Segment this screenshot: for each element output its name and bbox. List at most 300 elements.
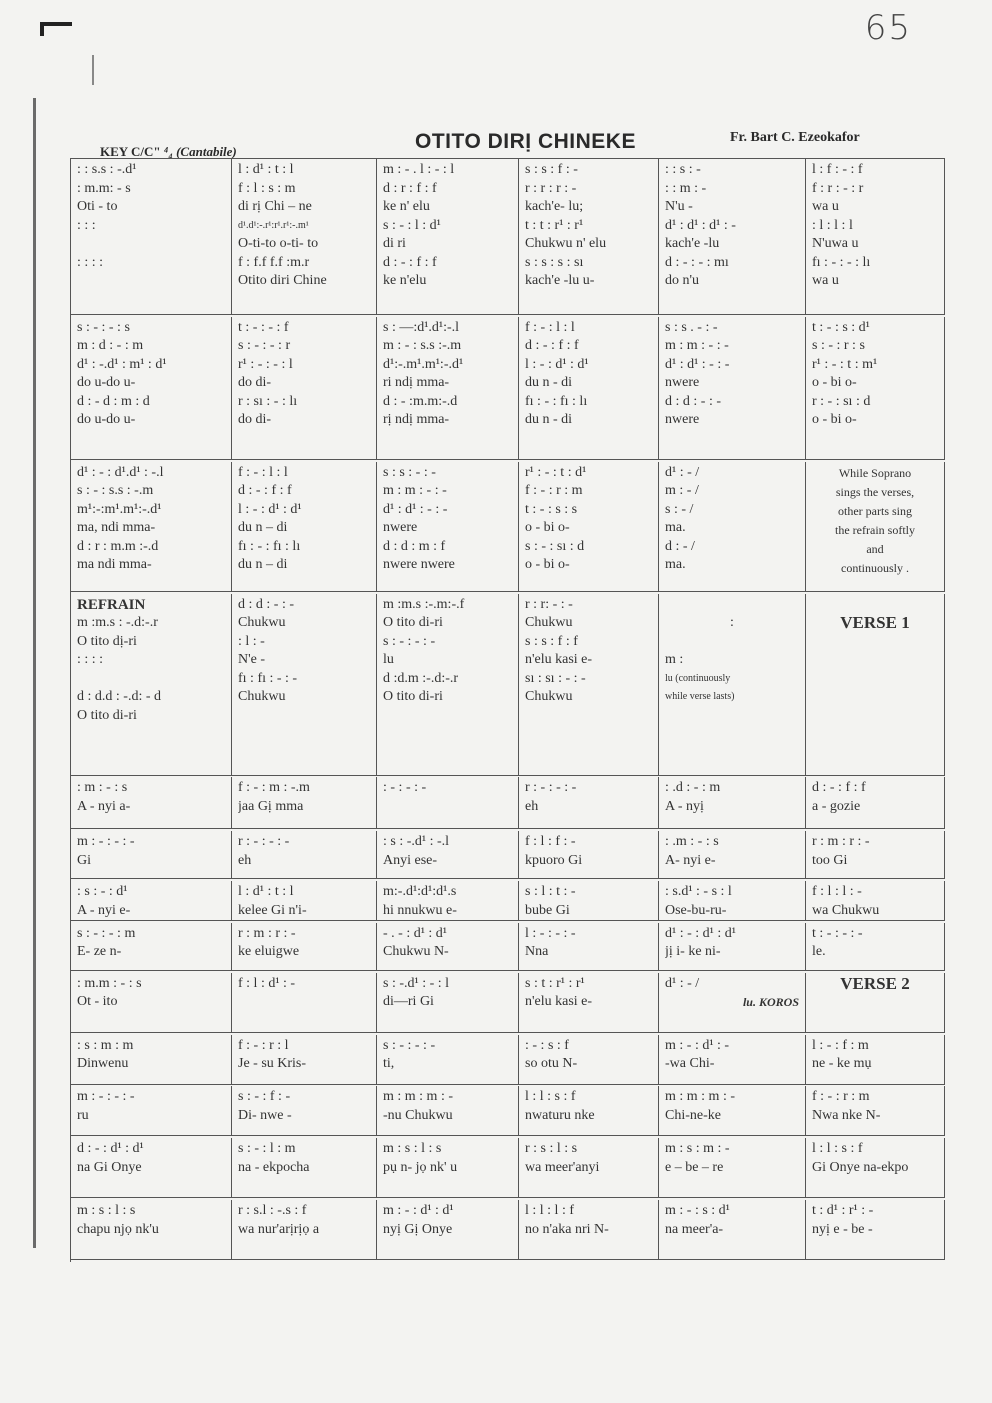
notation-line: d : - : d¹ : d¹ (77, 1141, 144, 1157)
notation-line: d¹ : - : d¹ : d¹ (665, 925, 736, 941)
notation-line: l : - : f : m (812, 1037, 869, 1053)
notation-line: N'u - (665, 199, 693, 214)
score-cell-r11-c6 (806, 1086, 945, 1136)
score-cell-r13-c2 (232, 1200, 377, 1260)
notation-line: d¹.d¹:-.r¹:r¹.r¹:-.m¹ (238, 219, 309, 231)
score-cell-r7-c4 (519, 881, 659, 921)
notation-line: ke n' elu (383, 199, 430, 214)
notation-line: Ose-bu-ru- (665, 902, 727, 918)
notation-line: r : s : l : s (525, 1141, 578, 1157)
notation-line: r : r: - : - (525, 596, 573, 612)
notation-line: d : - / (665, 538, 695, 554)
notation-line: nwaturu nke (525, 1107, 595, 1123)
notation-line: o - bi o- (525, 520, 570, 536)
notation-line: eh (238, 852, 252, 868)
notation-line: r : m : r : - (812, 834, 870, 850)
score-cell-r13-c4 (519, 1200, 659, 1260)
notation-line: nwere (383, 520, 418, 536)
score-cell-r4-c6 (806, 594, 945, 776)
notation-line: f : r : - : r (812, 180, 864, 196)
notation-line: na meer'a- (665, 1221, 724, 1237)
score-cell-r13-c3 (377, 1200, 519, 1260)
notation-line: d¹ : -.d¹ : m¹ : d¹ (77, 356, 167, 372)
notation-line: Gi (77, 852, 91, 868)
notation-line: Chi-ne-ke (665, 1107, 721, 1123)
notation-line: lu (continuously (665, 672, 731, 684)
notation-line: Chukwu (238, 615, 286, 631)
score-cell-r12-c6 (806, 1138, 945, 1198)
notation-line: r¹ : - : t : d¹ (525, 464, 587, 480)
notation-line: a - gozie (812, 798, 861, 814)
notation-line: : .d : - : m (665, 780, 721, 796)
notation-line: bube Gi (525, 902, 570, 918)
notation-line: fı : - : - : lı (812, 254, 871, 270)
score-cell-r11-c2 (232, 1086, 377, 1136)
notation-line: nwere (665, 412, 700, 428)
notation-line: s : - : f : - (238, 1089, 291, 1105)
notation-line: While Soprano (838, 465, 912, 480)
notation-line: fı : fı : - : - (238, 670, 298, 686)
notation-line: d : - : - : mı (665, 254, 729, 270)
score-cell-r8-c5 (659, 923, 806, 971)
notation-line: : : s : - (665, 162, 701, 177)
binding-edge (33, 98, 36, 1248)
notation-line: do u-do u- (77, 375, 136, 391)
notation-line: d : d.d : -.d: - d (77, 689, 161, 705)
notation-line: : : : : (77, 652, 104, 668)
notation-line: s : l : t : - (525, 884, 576, 900)
notation-line: s : t : r¹ : r¹ (525, 975, 585, 991)
score-cell-r9-c1 (71, 973, 232, 1033)
score-cell-r11-c5 (659, 1086, 806, 1136)
notation-line: do di- (238, 412, 272, 428)
notation-line: ke n'elu (383, 273, 427, 288)
notation-line: ke eluigwe (238, 944, 300, 960)
notation-line: Chukwu (238, 689, 286, 705)
notation-line (77, 235, 225, 254)
notation-line: Je - su Kris- (238, 1056, 307, 1072)
notation-line: s : s : f : - (525, 162, 578, 177)
notation-line: t : - : s : s (525, 501, 578, 517)
score-cell-r10-c5 (659, 1035, 806, 1085)
notation-line: REFRAIN (77, 596, 146, 613)
notation-line: ru (77, 1107, 89, 1123)
score-cell-r1-c3 (377, 159, 519, 315)
notation-line: Oti - to (77, 199, 118, 214)
notation-line: d : - : f : f (812, 780, 866, 796)
notation-line: s : - : - : m (77, 925, 136, 941)
notation-line: O tito di-ri (383, 689, 443, 705)
notation-line: fı : - : fı : lı (238, 538, 301, 554)
score-cell-r3-c1 (71, 462, 232, 592)
score-cell-r10-c3 (377, 1035, 519, 1085)
notation-line: kach'e -lu (665, 236, 720, 251)
notation-line: m : - : - : - (77, 1089, 135, 1105)
notation-line: s : - / (665, 501, 694, 517)
notation-line: VERSE 1 (840, 614, 910, 633)
notation-line: l : d¹ : t : l (238, 162, 294, 177)
notation-line: kelee Gi n'i- (238, 902, 307, 918)
score-cell-r2-c5 (659, 317, 806, 460)
notation-line: A - nyi a- (77, 798, 131, 814)
notation-line: : l : l : l (812, 217, 853, 233)
notation-line: hi nnukwu e- (383, 902, 457, 918)
notation-line: r : - : sı : d (812, 393, 871, 409)
notation-line: l : l : s : f (812, 1141, 863, 1157)
notation-line: r : - : - : - (238, 834, 290, 850)
score-cell-r4-c1 (71, 594, 232, 776)
notation-line: A - nyi e- (77, 902, 131, 918)
notation-line: m : m : m : - (665, 1089, 735, 1105)
notation-line (665, 596, 799, 615)
notation-line: other parts sing (838, 503, 912, 518)
notation-line: f : - : r : m (525, 483, 583, 499)
notation-line: nwere nwere (383, 557, 455, 573)
solfa-score-grid (70, 158, 945, 1262)
score-cell-r11-c4 (519, 1086, 659, 1136)
meter-tempo: ⁴₄ (Cantabile) (163, 144, 237, 159)
notation-line: s : - : l : m (238, 1141, 296, 1157)
score-cell-r13-c5 (659, 1200, 806, 1260)
notation-line: du n - di (525, 375, 573, 391)
notation-line: l : - : d¹ : d¹ (238, 501, 302, 517)
notation-line: A- nyi e- (665, 852, 716, 868)
score-cell-r7-c6 (806, 881, 945, 921)
notation-line: d¹ : - / (665, 464, 700, 480)
notation-line: f : f.f f.f :m.r (238, 254, 310, 270)
notation-line: Gi Onye na-ekpo (812, 1159, 909, 1175)
score-cell-r8-c3 (377, 923, 519, 971)
notation-line: m : s : m : - (665, 1141, 730, 1157)
score-cell-r4-c5 (659, 594, 806, 776)
score-cell-r11-c3 (377, 1086, 519, 1136)
notation-line: fı : - : fı : lı (525, 393, 588, 409)
notation-line: s : s . - : - (665, 319, 718, 335)
notation-line: d¹ : d¹ : d¹ : - (665, 217, 736, 233)
score-cell-r13-c1 (71, 1200, 232, 1260)
score-cell-r10-c6 (806, 1035, 945, 1085)
notation-line: O-ti-to o-ti- to (238, 236, 319, 251)
score-cell-r5-c6 (806, 777, 945, 829)
notation-line: do n'u (665, 273, 700, 288)
notation-line: ma. (665, 557, 686, 573)
score-cell-r7-c2 (232, 881, 377, 921)
notation-line: m : m : m : - (383, 1089, 453, 1105)
score-cell-r7-c3 (377, 881, 519, 921)
notation-line: ma ndi mma- (77, 557, 152, 573)
notation-line: nyị Gị Onye (383, 1221, 453, 1237)
notation-line: m :m.s : -.d:-.r (77, 615, 158, 631)
score-cell-r3-c4 (519, 462, 659, 592)
notation-line: ri ndị mma- (383, 375, 450, 391)
notation-line: Chukwu n' elu (525, 236, 607, 251)
notation-line: r : m : r : - (238, 925, 296, 941)
notation-line: f : - : r : l (238, 1037, 289, 1053)
notation-line: m : - : s.s :-.m (383, 338, 462, 354)
notation-line: s : - : - : s (77, 319, 130, 335)
notation-line: m : m : - : - (665, 338, 729, 354)
notation-line: r : - : - : - (525, 780, 577, 796)
notation-line: s : —:d¹.d¹:-.l (383, 319, 460, 335)
notation-line: t : - : - : f (238, 319, 289, 335)
score-cell-r12-c4 (519, 1138, 659, 1198)
notation-line: eh (525, 798, 539, 814)
notation-line: kach'e- lu; (525, 199, 584, 214)
notation-line: O tito dị-ri (77, 633, 137, 649)
notation-line: r : r : r : - (525, 180, 577, 196)
key-label: KEY C/C" (100, 144, 161, 159)
notation-line: f : - : l : l (238, 464, 288, 480)
notation-line: ti, (383, 1056, 395, 1072)
notation-line: d : d : m : f (383, 538, 446, 554)
notation-line: n'elu kasi e- (525, 994, 593, 1010)
notation-line: sı : sı : - : - (525, 670, 586, 686)
margin-tick (92, 55, 94, 85)
notation-line: ma. (665, 520, 686, 536)
score-cell-r1-c1 (71, 159, 232, 315)
score-cell-r5-c4 (519, 777, 659, 829)
score-cell-r8-c6 (806, 923, 945, 971)
notation-line: too Gi (812, 852, 848, 868)
score-cell-r6-c6 (806, 831, 945, 879)
notation-line: s : - : r : s (812, 338, 865, 354)
notation-line: f : l : s : m (238, 180, 296, 196)
notation-line (812, 993, 938, 1012)
notation-line: wa nur'arịrịọ a (238, 1221, 320, 1237)
notation-line: nyị e - be - (812, 1221, 873, 1237)
notation-line: t : - : s : d¹ (812, 319, 870, 335)
notation-line: f : - : l : l (525, 319, 575, 335)
notation-line: m : - : s : d¹ (665, 1203, 730, 1219)
notation-line: while verse lasts) (665, 691, 735, 703)
notation-line: the refrain softly (835, 522, 915, 537)
notation-line: : : : (77, 217, 96, 233)
notation-line (77, 670, 225, 689)
notation-line: lu (383, 652, 394, 668)
notation-line: s : - : s.s : -.m (77, 483, 154, 499)
notation-line: continuously . (841, 560, 909, 575)
score-cell-r12-c1 (71, 1138, 232, 1198)
song-title: OTITO DIRỊ CHINEKE (415, 130, 636, 153)
notation-line: Nwa nke N- (812, 1107, 881, 1123)
notation-line: f : l : d¹ : - (238, 975, 296, 991)
notation-line: d¹:-.m¹.m¹:-.d¹ (383, 356, 464, 372)
notation-line: Di- nwe - (238, 1107, 292, 1123)
notation-line: no n'aka nri N- (525, 1221, 609, 1237)
score-cell-r3-c6 (806, 462, 945, 592)
notation-line: f : - : r : m (812, 1089, 870, 1105)
notation-line: m : d : - : m (77, 338, 144, 354)
notation-line: : m : - : s (77, 780, 128, 796)
notation-line: di ri (383, 236, 406, 251)
notation-line: Nna (525, 944, 549, 960)
notation-line: na Gi Onye (77, 1159, 142, 1175)
notation-line: jị i- ke ni- (665, 944, 721, 960)
notation-line: A - nyị (665, 798, 704, 814)
notation-line: : .m : - : s (665, 834, 719, 850)
score-cell-r9-c5 (659, 973, 806, 1033)
notation-line: m : s : l : s (77, 1203, 136, 1219)
score-cell-r10-c1 (71, 1035, 232, 1085)
notation-line: ne - ke mụ (812, 1056, 872, 1072)
score-cell-r10-c4 (519, 1035, 659, 1085)
notation-line: le. (812, 944, 826, 960)
notation-line: N'uwa u (812, 236, 859, 251)
notation-line: rị ndị mma- (383, 412, 450, 428)
notation-line: f : - : m : -.m (238, 780, 310, 796)
notation-line: s : s : f : f (525, 633, 578, 649)
notation-line: du n - di (525, 412, 573, 428)
notation-line: pụ n- jọ nk' u (383, 1159, 458, 1175)
score-cell-r2-c2 (232, 317, 377, 460)
notation-line: : m.m: - s (77, 180, 131, 196)
score-cell-r8-c2 (232, 923, 377, 971)
notation-line: : - : s : f (525, 1037, 569, 1053)
notation-line: m : - . l : - : l (383, 162, 455, 177)
score-cell-r5-c5 (659, 777, 806, 829)
score-cell-r7-c1 (71, 881, 232, 921)
notation-line: di rị Chi – ne (238, 199, 312, 214)
notation-line: -wa Chi- (665, 1056, 715, 1072)
notation-line: d¹ : d¹ : - : - (665, 356, 730, 372)
notation-line: kach'e -lu u- (525, 273, 595, 288)
notation-line: - . - : d¹ : d¹ (383, 925, 447, 941)
score-cell-r1-c2 (232, 159, 377, 315)
notation-line (383, 798, 512, 817)
score-cell-r12-c2 (232, 1138, 377, 1198)
notation-line: N'e - (238, 652, 266, 668)
notation-line: l : d¹ : t : l (238, 884, 294, 900)
score-cell-r8-c4 (519, 923, 659, 971)
notation-line: jaa Gị mma (238, 798, 304, 814)
score-cell-r6-c4 (519, 831, 659, 879)
notation-line: : s : -.d¹ : -.l (383, 834, 450, 850)
page-number: 65 (864, 8, 912, 48)
notation-line: : s.d¹ : - s : l (665, 884, 732, 900)
score-cell-r3-c2 (232, 462, 377, 592)
notation-line: m : s : l : s (383, 1141, 442, 1157)
notation-line: d : - : f : f (238, 483, 292, 499)
notation-line: wa u (812, 199, 839, 214)
score-cell-r3-c3 (377, 462, 519, 592)
notation-line: s : - : - : - (383, 633, 436, 649)
notation-line: -nu Chukwu (383, 1107, 453, 1123)
notation-line: d : - : f : f (383, 254, 437, 270)
score-cell-r12-c5 (659, 1138, 806, 1198)
notation-line: s : - : sı : d (525, 538, 585, 554)
score-cell-r4-c2 (232, 594, 377, 776)
notation-line (665, 633, 799, 652)
notation-line: : l : - (238, 633, 265, 649)
score-cell-r1-c5 (659, 159, 806, 315)
notation-line: r : sı : - : lı (238, 393, 298, 409)
notation-line: do di- (238, 375, 272, 391)
score-cell-r5-c2 (232, 777, 377, 829)
score-cell-r10-c2 (232, 1035, 377, 1085)
notation-line: f : l : l : - (812, 884, 862, 900)
notation-line: ma, ndi mma- (77, 520, 156, 536)
notation-line: : s : - : d¹ (77, 884, 128, 900)
notation-line: s : s : s : sı (525, 254, 584, 270)
score-cell-r2-c6 (806, 317, 945, 460)
notation-line: d : d : - : - (238, 596, 294, 612)
notation-line: s : -.d¹ : - : l (383, 975, 450, 991)
notation-line: r¹ : - : - : l (238, 356, 293, 372)
notation-line: so otu N- (525, 1056, 578, 1072)
notation-line: m :m.s :-.m:-.f (383, 596, 465, 612)
notation-line: wa Chukwu (812, 902, 880, 918)
score-cell-r11-c1 (71, 1086, 232, 1136)
notation-line: chapu njọ nk'u (77, 1221, 159, 1237)
notation-line: na - ekpocha (238, 1159, 310, 1175)
score-cell-r4-c4 (519, 594, 659, 776)
notation-line: VERSE 2 (840, 974, 910, 993)
notation-line: t : - : - : - (812, 925, 863, 941)
notation-line: : m.m : - : s (77, 975, 142, 991)
notation-line: O tito di-ri (77, 707, 137, 723)
corner-mark (40, 22, 72, 36)
notation-line: d :d.m :-.d:-.r (383, 670, 459, 686)
notation-line: : - : - : - (383, 780, 427, 796)
notation-line: nwere (665, 375, 700, 391)
notation-line: m¹:-:m¹.m¹:-.d¹ (77, 501, 162, 517)
notation-line: d : d : - : - (665, 393, 721, 409)
notation-line: m : - : d¹ : - (665, 1037, 730, 1053)
notation-line: l : l : s : f (525, 1089, 576, 1105)
score-cell-r6-c2 (232, 831, 377, 879)
notation-line: l : - : d¹ : d¹ (525, 356, 589, 372)
score-cell-r2-c1 (71, 317, 232, 460)
score-cell-r4-c3 (377, 594, 519, 776)
notation-line (238, 993, 370, 1012)
notation-line: t : d¹ : r¹ : - (812, 1203, 874, 1219)
score-cell-r1-c4 (519, 159, 659, 315)
notation-line: Dinwenu (77, 1056, 129, 1072)
notation-line: du n – di (238, 557, 288, 573)
notation-line: e – be – re (665, 1159, 724, 1175)
notation-line: m : - : d¹ : d¹ (383, 1203, 454, 1219)
score-cell-r2-c4 (519, 317, 659, 460)
notation-line: kpuoro Gi (525, 852, 583, 868)
notation-line: d : - d : m : d (77, 393, 150, 409)
notation-line: di—ri Gi (383, 994, 434, 1010)
score-cell-r3-c5 (659, 462, 806, 592)
notation-line: m : m : - : - (383, 483, 447, 499)
notation-line: o - bi o- (525, 557, 570, 573)
notation-line: Chukwu (525, 689, 573, 705)
notation-line: wa u (812, 273, 839, 288)
score-cell-r9-c2 (232, 973, 377, 1033)
notation-line: d : - : f : f (525, 338, 579, 354)
notation-line: s : - : - : - (383, 1037, 436, 1053)
notation-line: m:-.d¹:d¹:d¹.s (383, 884, 457, 900)
notation-line: s : - : - : r (238, 338, 291, 354)
score-cell-r5-c1 (71, 777, 232, 829)
notation-line: d : r : m.m :-.d (77, 538, 159, 554)
score-cell-r6-c5 (659, 831, 806, 879)
score-cell-r1-c6 (806, 159, 945, 315)
score-cell-r6-c1 (71, 831, 232, 879)
notation-line: d¹ : - : d¹.d¹ : -.l (77, 464, 164, 480)
notation-line: d : r : f : f (383, 180, 437, 196)
score-header (95, 128, 930, 158)
composer: Fr. Bart C. Ezeokafor (730, 130, 860, 145)
notation-line: Chukwu N- (383, 944, 449, 960)
notation-line (812, 596, 938, 615)
notation-line: o - bi o- (812, 375, 857, 391)
score-cell-r12-c3 (377, 1138, 519, 1198)
score-cell-r7-c5 (659, 881, 806, 921)
